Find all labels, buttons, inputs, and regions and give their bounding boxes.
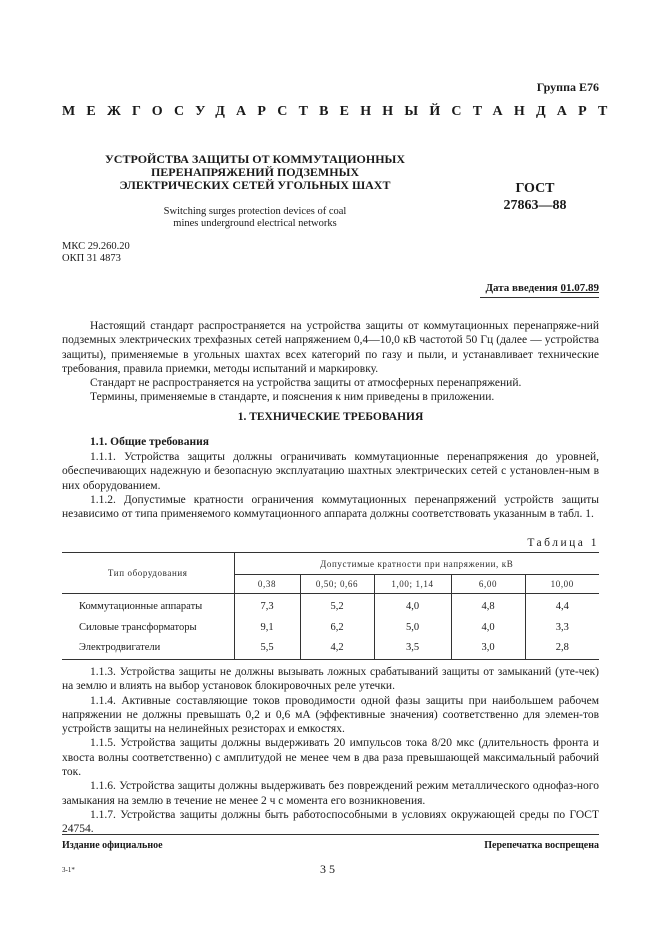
subsection-heading: 1.1. Общие требования: [90, 436, 209, 448]
header-equipment-type: Тип оборудования: [62, 553, 234, 594]
intro-text: [62, 319, 599, 405]
table-caption: Таблица 1: [527, 537, 599, 549]
banner-left: МЕЖГОСУДАРСТВЕННЫЙ: [62, 104, 452, 119]
value-cell: 4,0: [374, 594, 451, 619]
row-equipment: Коммутационные аппараты: [79, 600, 203, 612]
voltage-cell: 0,38: [234, 575, 300, 594]
gost-label: ГОСТ: [515, 181, 555, 196]
paragraph: 1.1.1. Устройства защиты должны ограничивать коммутационные перенапряжения до уровней, обеспечивающих надежную и безопасную эксплуатацию шахтных электрических сетей с установлен-ным в них оборудованием.: [62, 451, 599, 492]
title-line: ЭЛЕКТРИЧЕСКИХ СЕТЕЙ УГОЛЬНЫХ ШАХТ: [119, 178, 391, 192]
title-en-line: mines underground electrical networks: [173, 218, 337, 229]
voltage-cell: 1,00; 1,14: [374, 575, 451, 594]
value-cell: 4,8: [451, 594, 525, 619]
title-en: [100, 206, 410, 230]
table-header-row: [62, 553, 599, 575]
value-cell: 4,0: [451, 619, 525, 636]
value-cell: 5,0: [374, 619, 451, 636]
value-cell: 2,8: [525, 636, 599, 660]
requirements-table: [62, 552, 599, 660]
date-value: 01.07.89: [560, 282, 599, 294]
footer-reprint-notice: Перепечатка воспрещена: [484, 840, 599, 851]
mks-code: МКС 29.260.20: [62, 241, 130, 252]
table-row: [62, 594, 599, 619]
title-line: УСТРОЙСТВА ЗАЩИТЫ ОТ КОММУТАЦИОННЫХ: [104, 152, 405, 166]
footer-official-edition: Издание официальное: [62, 840, 163, 851]
gost-number: 27863—88: [503, 198, 567, 213]
standard-banner: [62, 104, 619, 120]
value-cell: 3,5: [374, 636, 451, 660]
page-number: 35: [320, 862, 338, 876]
okp-code: ОКП 31 4873: [62, 253, 121, 264]
row-equipment: Электродвигатели: [62, 636, 234, 660]
value-cell: 6,2: [300, 619, 374, 636]
voltage-cell: 0,50; 0,66: [300, 575, 374, 594]
header-voltage-group: Допустимые кратности при напряжении, кВ: [234, 553, 599, 575]
table-row: [62, 636, 599, 660]
paragraph: 1.1.5. Устройства защиты должны выдерживать 20 импульсов тока 8/20 мкс (длительность фронта и хвоста волны соответственно) с амплитудой не менее чем в два раза превышающей максимальный рабочий ток.: [62, 737, 599, 779]
paragraph: Стандарт не распространяется на устройства защиты от атмосферных перенапряжений.: [90, 377, 522, 390]
value-cell: 5,2: [300, 594, 374, 619]
paragraph: Настоящий стандарт распространяется на устройства защиты от коммутационных перенапряже-ний подземных электрических трехфазных сетей напряжением 0,4—10,0 кВ частотой 50 Гц (далее — устройства защиты), применяемые в угольных шахтах всех категорий по газу и пыли, и устанавливает технические требования, правила приемки, методы испытаний и маркировку.: [62, 320, 599, 375]
paragraph: 1.1.6. Устройства защиты должны выдерживать без повреждений режим металлического однофаз-ного замыкания на землю в течение не менее 2 ч с момента его возникновения.: [62, 780, 599, 807]
value-cell: 7,3: [234, 594, 300, 619]
paragraph: 1.1.4. Активные составляющие токов проводимости одной фазы защиты при наибольшем рабочем напряжении не должны превышать 0,2 и 0,6 мА (эффективные значения) соответственно для элемен-тов устройств защиты на нелинейных резисторах и емкостях.: [62, 694, 599, 736]
group-code: Группа Е76: [536, 80, 599, 94]
date-divider: [480, 297, 599, 298]
footer-divider: [62, 834, 599, 835]
paragraph: 1.1.7. Устройства защиты должны быть работоспособными в условиях окружающей среды по ГОСТ 24754.: [62, 808, 599, 836]
value-cell: 3,3: [525, 619, 599, 636]
paragraph: Термины, применяемые в стандарте, и пояснения к ним приведены в приложении.: [90, 391, 495, 404]
value-cell: 3,0: [451, 636, 525, 660]
voltage-cell: 10,00: [525, 575, 599, 594]
title-en-line: Switching surges protection devices of coal: [163, 206, 347, 217]
section-1-1-text: [62, 450, 599, 521]
voltage-cell: 6,00: [451, 575, 525, 594]
date-label: Дата введения: [485, 282, 558, 294]
banner-right: СТАНДАРТ: [451, 104, 619, 119]
value-cell: 4,4: [525, 594, 599, 619]
classification-codes: [62, 241, 130, 265]
value-cell: 9,1: [234, 619, 300, 636]
row-equipment: Силовые трансформаторы: [79, 621, 197, 633]
value-cell: 4,2: [300, 636, 374, 660]
table-row: [62, 619, 599, 636]
gost-number-block: [480, 180, 590, 214]
section-1-1-continued: [62, 665, 599, 837]
title-ru: [100, 153, 410, 192]
print-mark: 3-1*: [62, 866, 75, 874]
effective-date: [485, 282, 599, 294]
section-heading: 1. ТЕХНИЧЕСКИЕ ТРЕБОВАНИЯ: [237, 411, 424, 423]
paragraph: 1.1.3. Устройства защиты не должны вызывать ложных срабатываний защиты от замыканий (уте-чек) на землю и влиять на выбор установок блокировочных реле утечки.: [62, 666, 599, 693]
value-cell: 5,5: [234, 636, 300, 660]
paragraph: 1.1.2. Допустимые кратности ограничения коммутационных перенапряжений устройств защиты независимо от типа применяемого коммутационного аппарата должны соответствовать указанным в табл. 1.: [62, 493, 599, 521]
title-line: ПЕРЕНАПРЯЖЕНИЙ ПОДЗЕМНЫХ: [150, 165, 360, 179]
